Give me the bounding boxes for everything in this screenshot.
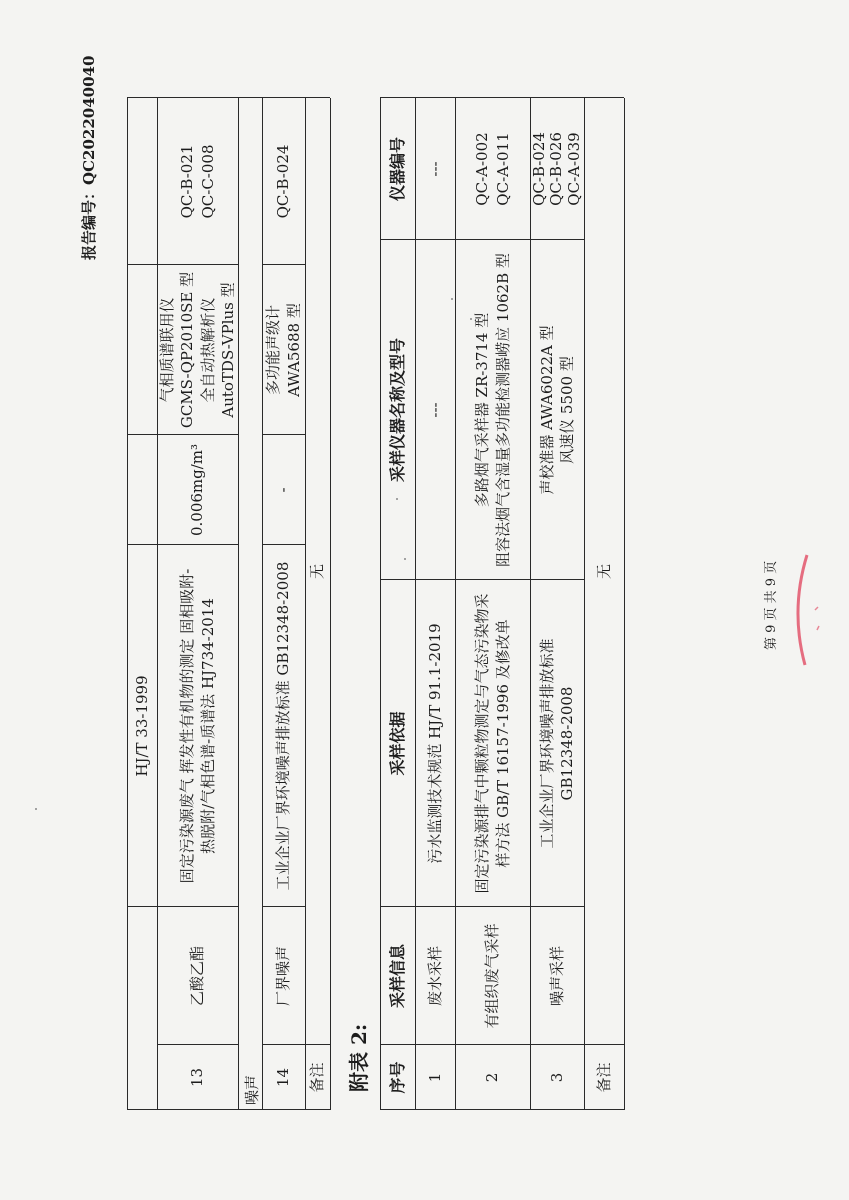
report-number-line (78, 56, 99, 260)
row-13-instrument-no-2: QC-C-008 (198, 144, 217, 219)
t2-row-2-instrument-no (455, 98, 530, 240)
row-13-method-line-2: 热脱附/气相色谱-质谱法 HJ734-2014 (198, 598, 217, 854)
t2-row-3-instrument-no-3: QC-A-039 (564, 132, 583, 206)
row-14-method: 工业企业厂界环境噪声排放标准 GB12348-2008 (274, 561, 293, 891)
t2-row-1-basis: 污水监测技术规范 HJ/T 91.1-2019 (425, 623, 444, 864)
header-instrument-no: 仪器编号 (387, 137, 407, 202)
t2-row-2-basis-line-1: 固定污染源排气中颗粒物测定与气态污染物采 (473, 593, 492, 894)
row-13-method (157, 545, 238, 907)
row-13-item: 乙酸乙酯 (188, 946, 207, 1007)
t2-row-3-basis (530, 580, 584, 907)
continued-standard: HJ/T 33-1999 (132, 675, 151, 777)
t2-row-3-instrument-no-1: QC-B-024 (530, 132, 549, 206)
row-14-detection-limit: - (274, 487, 293, 493)
t2-row-3-basis-line-1: 工业企业厂界环境噪声排放标准 (537, 638, 556, 849)
t2-row-2-instrument-no-1: QC-A-002 (473, 132, 492, 206)
table1-remark-value: 无 (308, 564, 327, 580)
t2-row-2-no: 2 (483, 1072, 502, 1083)
t2-row-3-instrument (530, 240, 584, 580)
t2-row-1-instrument: --- (425, 402, 444, 418)
t2-row-2-instrument (455, 240, 530, 580)
t2-row-2-basis-line-2: 样方法 GB/T 16157-1996 及修改单 (493, 619, 512, 868)
report-number-label: 报告编号： (80, 184, 98, 260)
row-13-detection-limit: 0.006mg/m³ (188, 443, 207, 537)
t2-row-3-info: 噪声采样 (547, 946, 566, 1007)
header-sampling-basis: 采样依据 (387, 711, 407, 776)
t2-row-1-instrument-no: --- (425, 161, 444, 177)
t2-row-3-basis-line-2: GB12348-2008 (558, 686, 576, 801)
row-13-instrument-no (157, 98, 238, 265)
t2-row-1-info: 废水采样 (425, 946, 444, 1007)
row-13-instrument-no-1: QC-B-021 (178, 144, 197, 219)
row-14-instrument-no: QC-B-024 (274, 144, 293, 219)
t2-row-3-instrument-line-2: 风速仪 5500 型 (558, 356, 576, 464)
row-13-instrument-line-1: 气相质谱联用仪 (158, 297, 176, 403)
row-14-instrument-line-1: 多功能声级计 (264, 305, 283, 396)
scan-speck (470, 318, 472, 320)
section-noise: 噪声 (243, 1074, 261, 1105)
t2-row-3-instrument-no-2: QC-B-026 (547, 132, 566, 206)
t2-row-1-no: 1 (425, 1072, 444, 1083)
row-13-instrument-line-4: AutoTDS-VPlus 型 (218, 282, 237, 418)
appendix-2-title: 附表 2: (347, 1023, 371, 1092)
row-14-no: 14 (274, 1067, 293, 1088)
table2-remark-value: 无 (594, 564, 613, 580)
report-number: QC2022040040 (80, 55, 98, 185)
stamp-fragment-icon (795, 550, 849, 670)
t2-row-3-instrument-line-1: 声校准器 AWA6022A 型 (537, 325, 556, 495)
table1-remark-label: 备注 (308, 1062, 327, 1093)
table2-remark-label: 备注 (594, 1062, 613, 1093)
header-sampling-instrument: 采样仪器名称及型号 (387, 338, 407, 483)
row-13-instrument-line-3: 全自动热解析仪 (198, 297, 217, 403)
t2-row-3-no: 3 (547, 1072, 566, 1083)
row-13-no: 13 (188, 1067, 207, 1088)
t2-row-2-info: 有组织废气采样 (483, 923, 502, 1029)
scan-speck (396, 498, 398, 500)
scan-speck (35, 808, 37, 810)
t2-row-2-instrument-line-1: 多路烟气采样器 ZR-3714 型 (473, 312, 492, 508)
header-sampling-info: 采样信息 (387, 944, 407, 1009)
row-13-instrument (157, 265, 238, 435)
row-14-instrument (262, 265, 305, 435)
t2-row-2-instrument-no-2: QC-A-011 (493, 132, 512, 206)
row-13-method-line-1: 固定污染源废气 挥发性有机物的测定 固相吸附- (178, 568, 197, 884)
header-no: 序号 (387, 1061, 407, 1094)
t2-row-3-instrument-no (530, 98, 584, 240)
scan-speck (451, 298, 453, 300)
t2-row-2-instrument-line-2: 阻容法烟气含湿量多功能检测器崂应 1062B 型 (493, 253, 512, 567)
scan-speck (404, 558, 406, 560)
t2-row-2-basis (455, 580, 530, 907)
row-14-instrument-line-2: AWA5688 型 (284, 303, 303, 397)
row-14-item: 厂界噪声 (274, 946, 293, 1007)
row-13-instrument-line-2: GCMS-QP2010SE 型 (178, 271, 197, 429)
page-footer: 第 9 页 共 9 页 (764, 560, 779, 650)
